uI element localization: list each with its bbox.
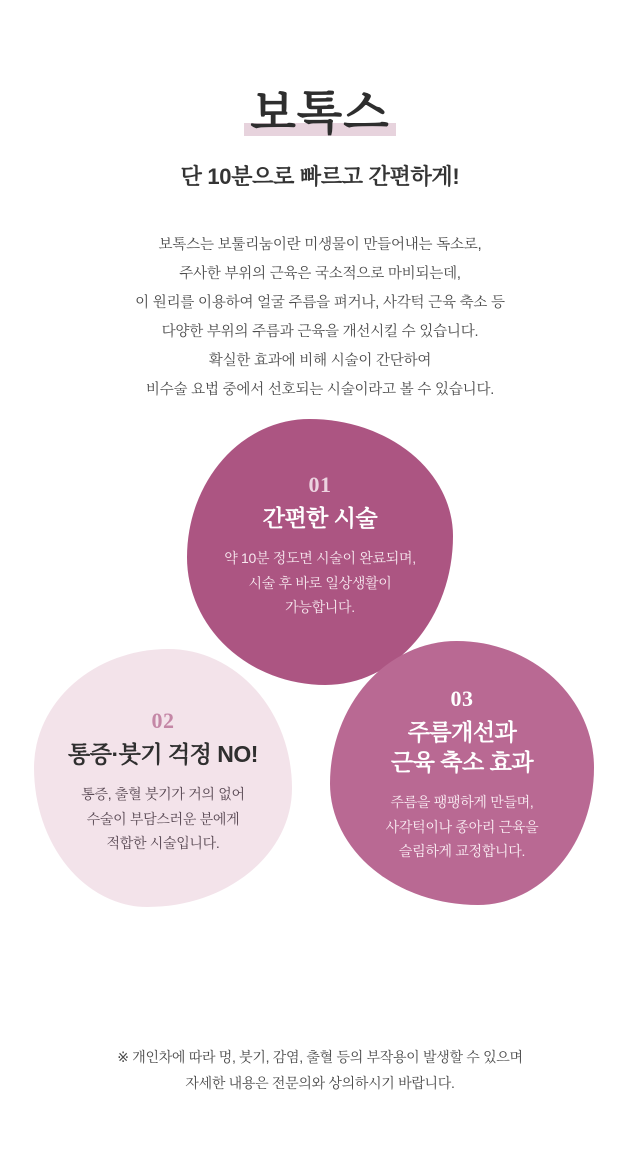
- footnote-line: ※ 개인차에 따라 멍, 붓기, 감염, 출혈 등의 부작용이 발생할 수 있으며: [117, 1048, 523, 1065]
- feature-heading-line: 주름개선과: [407, 719, 517, 746]
- feature-body-line: 가능합니다.: [285, 599, 355, 616]
- feature-heading: 간편한 시술: [262, 505, 378, 532]
- feature-body: [224, 546, 416, 620]
- feature-number: 03: [450, 686, 474, 712]
- description-line: 비수술 요법 중에서 선호되는 시술이라고 볼 수 있습니다.: [145, 382, 495, 399]
- feature-body-line: 주름을 팽팽하게 만들며,: [390, 794, 534, 811]
- page-title: [244, 86, 395, 140]
- description-line: 주사한 부위의 근육은 국소적으로 마비되는데,: [179, 266, 461, 283]
- page-title-text: 보톡스: [250, 86, 390, 139]
- feature-number: 01: [308, 472, 332, 498]
- feature-card-02-content: [68, 708, 258, 855]
- footnote-block: [0, 1044, 640, 1097]
- feature-card-03-content: [386, 686, 539, 863]
- feature-body: [68, 782, 258, 856]
- header: [0, 0, 640, 191]
- description-line: 다양한 부위의 주름과 근육을 개선시킬 수 있습니다.: [161, 324, 479, 341]
- description-line: 이 원리를 이용하여 얼굴 주름을 펴거나, 사각턱 근육 축소 등: [135, 295, 505, 312]
- feature-number: 02: [151, 708, 175, 734]
- footnote-line: 자세한 내용은 전문의와 상의하시기 바랍니다.: [185, 1075, 455, 1092]
- feature-body-line: 사각턱이나 종아리 근육을: [385, 818, 539, 835]
- feature-card-01: [187, 419, 453, 685]
- feature-heading: [386, 718, 539, 778]
- feature-body-line: 수술이 부담스러운 분에게: [86, 810, 240, 827]
- feature-body-line: 시술 후 바로 일상생활이: [248, 574, 392, 591]
- feature-body-line: 적합한 시술입니다.: [106, 835, 220, 852]
- feature-body-line: 약 10분 정도면 시술이 완료되며,: [224, 550, 416, 567]
- description-line: 확실한 효과에 비해 시술이 간단하여: [208, 353, 432, 370]
- description-line: 보톡스는 보툴리눔이란 미생물이 만들어내는 독소로,: [158, 237, 482, 254]
- description-block: [0, 231, 640, 405]
- page-title-wrap: [244, 86, 395, 140]
- feature-heading: 통증·붓기 걱정 NO!: [68, 741, 258, 768]
- feature-blob-group: [0, 419, 640, 919]
- feature-body-line: 통증, 출혈 붓기가 거의 없어: [81, 786, 245, 803]
- feature-heading-line: 근육 축소 효과: [390, 749, 534, 776]
- page-subtitle: 단 10분으로 빠르고 간편하게!: [180, 164, 460, 190]
- feature-body: [386, 790, 539, 864]
- feature-card-03: [330, 641, 594, 905]
- feature-card-02: [34, 649, 292, 907]
- feature-card-01-content: [224, 472, 416, 619]
- feature-body-line: 슬림하게 교정합니다.: [398, 843, 526, 860]
